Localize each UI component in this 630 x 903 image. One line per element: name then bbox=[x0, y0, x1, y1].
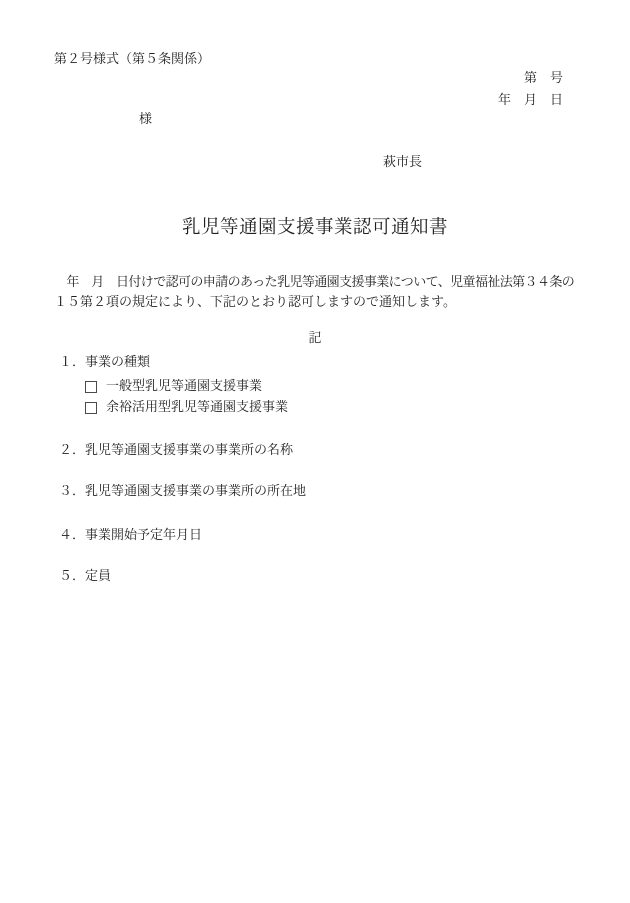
list-item-office-address: ３．乳児等通園支援事業の事業所の所在地 bbox=[59, 484, 307, 499]
issue-number-line: 第 号 bbox=[523, 71, 563, 86]
checkbox-spare-capacity-type-icon[interactable] bbox=[85, 402, 97, 414]
body-paragraph-line1: 年 月 日付けで認可の申請のあった乳児等通園支援事業について、児童福祉法第３４条の bbox=[54, 275, 575, 290]
body-paragraph-line2: １５第２項の規定により、下記のとおり認可しますので通知します。 bbox=[54, 295, 456, 310]
sender-name: 萩市長 bbox=[383, 155, 423, 170]
option-label-spare-capacity-type: 余裕活用型乳児等通園支援事業 bbox=[106, 400, 289, 415]
list-item-capacity: ５．定員 bbox=[59, 569, 112, 584]
form-number-label: 第２号様式（第５条関係） bbox=[54, 52, 211, 67]
list-item-business-type: １．事業の種類 bbox=[59, 355, 151, 370]
record-marker: 記 bbox=[308, 331, 322, 346]
option-label-general-type: 一般型乳児等通園支援事業 bbox=[106, 379, 263, 394]
checkbox-general-type-icon[interactable] bbox=[85, 381, 97, 393]
document-title: 乳児等通園支援事業認可通知書 bbox=[181, 217, 448, 238]
option-row-spare-capacity-type bbox=[85, 399, 288, 417]
option-row-general-type bbox=[85, 378, 262, 396]
recipient-honorific: 様 bbox=[139, 112, 153, 127]
issue-date-line: 年 月 日 bbox=[497, 93, 563, 108]
list-item-office-name: ２．乳児等通園支援事業の事業所の名称 bbox=[59, 443, 294, 458]
list-item-start-date: ４．事業開始予定年月日 bbox=[59, 528, 203, 543]
